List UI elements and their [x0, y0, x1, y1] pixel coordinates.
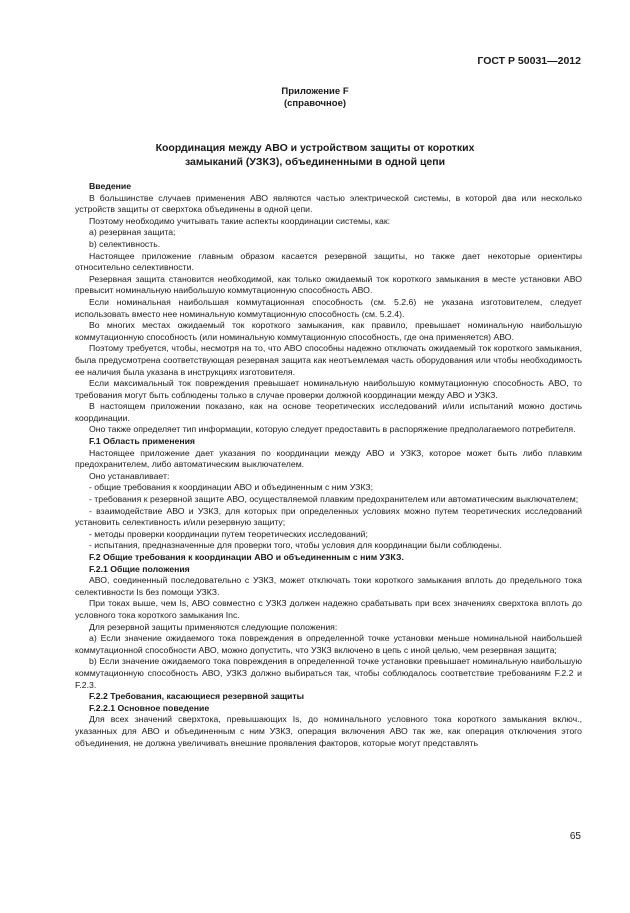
appendix-heading — [0, 86, 630, 110]
paragraph: Во многих местах ожидаемый ток короткого замыкания, как правило, превышает номинальную наибольшую коммутационную способность (или номинальную коммутационную способность, где она применяется) АВО. — [75, 320, 582, 342]
appendix-title — [100, 141, 530, 169]
paragraph: - испытания, предназначенные для проверки того, чтобы условия для координации были соблюдены. — [89, 540, 502, 551]
paragraph: Резервная защита становится необходимой, как только ожидаемый ток короткого замыкания в месте установки АВО превысит номинальную наибольшую коммутационную способность АВО. — [75, 273, 582, 296]
section-heading: F.1 Область применения — [89, 436, 195, 447]
title-line-2: замыканий (УЗКЗ), объединенными в одной цепи — [184, 156, 446, 168]
paragraph: b) селективность. — [89, 238, 161, 249]
paragraph: Настоящее приложение дает указания по координации между АВО и УЗКЗ, которое может быть либо плавким предохранителем, либо автоматическим выключателем. — [75, 447, 582, 470]
paragraph: Для резервной защиты применяются следующие положения: — [89, 621, 338, 632]
section-heading: F.2.1 Общие положения — [89, 563, 190, 574]
paragraph: а) Если значение ожидаемого тока повреждения в определенной точке установки меньше номинальной наибольшей коммутационной способности АВО, можно допустить, что УЗКЗ включено в цепь с иной целью, чем резервная защита; — [75, 633, 582, 655]
section-heading: F.2.2.1 Основное поведение — [89, 702, 210, 713]
appendix-label: Приложение F — [281, 86, 349, 97]
appendix-type: (справочное) — [283, 98, 347, 109]
paragraph: - общие требования к координации АВО и объединенным с ним УЗКЗ; — [89, 482, 373, 493]
paragraph: Для всех значений сверхтока, превышающих Is, до номинального условного тока короткого замыкания включ., указанных для АВО и объединенным с ним УЗКЗ, операция включения АВО так же, как операция отключения этого объединения, не должна увеличивать внешние проявления факторов, которые могут представлять — [75, 714, 582, 748]
paragraph: - требования к резервной защите АВО, осуществляемой плавким предохранителем или автоматическим выключателем; — [89, 494, 579, 505]
paragraph: а) резервная защита; — [89, 227, 176, 238]
title-line-1: Координация между АВО и устройством защиты от коротких — [155, 142, 475, 154]
paragraph: Оно устанавливает: — [89, 470, 170, 481]
section-heading: Введение — [89, 181, 132, 191]
section-heading: F.2.2 Требования, касающиеся резервной защиты — [89, 691, 305, 702]
paragraph: АВО, соединенный последовательно с УЗКЗ, может отключать токи короткого замыкания вплоть до предельного тока селективности Is без помощи УЗКЗ. — [75, 575, 582, 597]
standard-header: ГОСТ Р 50031—2012 — [477, 55, 581, 67]
section-heading: F.2 Общие требования к координации АВО и объединенным с ним УЗКЗ. — [89, 552, 404, 562]
paragraph: Настоящее приложение главным образом касается резервной защиты, но также дает некоторые ориентиры относительно селективности. — [75, 250, 582, 273]
paragraph: Если максимальный ток повреждения превышает номинальную наибольшую коммутационную способность АВО, то требования могут быть соблюдены только в случае проверки должной координации между АВО и УЗКЗ. — [75, 378, 582, 400]
paragraph: b) Если значение ожидаемого тока повреждения в определенной точке установки превышает номинальную наибольшую коммутационную способность АВО, УЗКЗ должно выбираться так, чтобы соблюдалось соответствие требованиям F.2.2 и F.2.3. — [75, 656, 582, 690]
paragraph: Если номинальная наибольшая коммутационная способность (см. 5.2.6) не указана изготовителем, следует использовать вместо нее номинальную коммутационную способность (см. 5.2.4). — [75, 296, 582, 319]
paragraph: Оно также определяет тип информации, которую следует предоставить в распоряжение предполагаемого потребителя. — [89, 424, 576, 435]
page-number: 65 — [569, 831, 581, 842]
document-body — [75, 181, 582, 749]
paragraph: Поэтому требуется, чтобы, несмотря на то, что АВО способны надежно отключать ожидаемый ток короткого замыкания, была предусмотрена соответствующая резервная защита как неотъемлемая часть оборудования или чтобы необходимость ее наличия была указана в инструкциях изготовителя. — [75, 343, 582, 377]
paragraph: В настоящем приложении показано, как на основе теоретических исследований и/или испытаний можно достичь координации. — [75, 401, 582, 423]
paragraph: Поэтому необходимо учитывать такие аспекты координации системы, как: — [89, 215, 391, 226]
paragraph: - методы проверки координации путем теоретических исследований; — [89, 528, 368, 539]
paragraph: В большинстве случаев применения АВО являются частью электрической системы, в которой два или несколько устройств защиты от сверхтока объединены в одной цепи. — [75, 192, 582, 215]
paragraph: - взаимодействие АВО и УЗКЗ, для которых при определенных условиях можно путем теоретических исследований установить селективность и/или резервную защиту; — [75, 505, 582, 528]
paragraph: При токах выше, чем Is, АВО совместно с УЗКЗ должен надежно срабатывать при всех значениях сверхтока вплоть до условного тока короткого замыкания Inc. — [75, 598, 582, 620]
